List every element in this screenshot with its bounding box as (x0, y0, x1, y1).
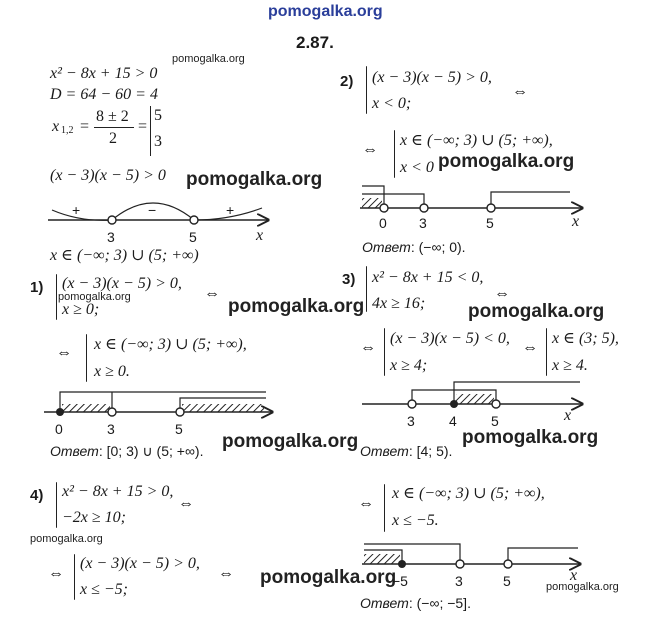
discriminant: D = 64 − 60 = 4 (50, 86, 158, 103)
roots-equals-2: = (138, 118, 148, 135)
watermark-big-3: pomogalka.org (222, 431, 359, 452)
equiv-symbol: ⇔ (56, 344, 72, 361)
point-label: 4 (449, 413, 457, 429)
system-line: (x − 3)(x − 5) > 0, (372, 69, 492, 86)
point-label: 0 (379, 215, 387, 231)
answer-label: Ответ (362, 239, 411, 255)
point-label: 5 (491, 413, 499, 429)
system-line: x ≤ −5; (80, 581, 129, 598)
open-point-3 (108, 216, 116, 224)
sign-plus-right: + (226, 202, 235, 218)
brace (546, 328, 547, 376)
part-1-label: 1) (30, 279, 44, 296)
filled-point-0 (56, 408, 64, 416)
system-line: x² − 8x + 15 < 0, (372, 269, 484, 286)
watermark-small-3: pomogalka.org (30, 533, 103, 545)
answer-part-4 (360, 596, 471, 610)
hatched-region (456, 394, 494, 404)
brace (56, 274, 57, 320)
system-line: x² − 8x + 15 > 0, (62, 483, 174, 500)
equiv-symbol: ⇔ (522, 339, 538, 356)
system-line: x ≤ −5. (392, 512, 439, 529)
open-point-5 (492, 400, 500, 408)
main-result: x ∈ (−∞; 3) ∪ (5; +∞) (50, 247, 199, 264)
system-line: x < 0 (400, 159, 434, 176)
roots-lhs: x (52, 118, 60, 135)
equiv-symbol: ⇔ (204, 285, 220, 302)
answer-value: : (−∞; 0). (410, 239, 466, 255)
part-3-label: 3) (342, 271, 356, 288)
point-label: 3 (419, 215, 427, 231)
equiv-symbol: ⇔ (358, 495, 374, 512)
system-line: x ≥ 0. (94, 363, 130, 380)
equiv-symbol: ⇔ (362, 141, 378, 158)
system-line: x ≥ 4. (552, 357, 588, 374)
roots-numerator: 8 ± 2 (96, 108, 129, 125)
hatched-region (362, 198, 382, 208)
sign-plus-left: + (72, 202, 81, 218)
roots-bracket (150, 106, 151, 156)
number-line-part-2 (356, 184, 592, 234)
system-line: (x − 3)(x − 5) > 0, (80, 555, 200, 572)
axis-label-x: x (564, 407, 572, 424)
system-line: (x − 3)(x − 5) > 0, (62, 275, 182, 292)
sign-minus: − (148, 202, 157, 218)
brace (74, 554, 75, 600)
answer-part-3 (360, 444, 452, 458)
point-label: 5 (175, 421, 183, 437)
open-point-5 (487, 204, 495, 212)
system-line: x ∈ (−∞; 3) ∪ (5; +∞), (392, 485, 545, 502)
system-line: x ∈ (−∞; 3) ∪ (5; +∞), (94, 336, 247, 353)
answer-value: : [4; 5). (408, 443, 453, 459)
hatched-region (62, 404, 110, 412)
answer-value: : [0; 3) ∪ (5; +∞). (98, 443, 204, 459)
brace (384, 328, 385, 376)
axis-label-x: x (570, 567, 578, 584)
roots-subscript: 1,2 (61, 125, 74, 136)
brace (366, 266, 367, 312)
brace (56, 482, 57, 528)
point-label: 0 (55, 421, 63, 437)
watermark-big-2: pomogalka.org (228, 296, 365, 317)
equiv-symbol: ⇔ (48, 565, 64, 582)
watermark-small-1: pomogalka.org (172, 53, 245, 65)
answer-label: Ответ (360, 443, 409, 459)
fraction-bar (94, 127, 134, 128)
system-line: 4x ≥ 16; (372, 295, 426, 312)
filled-point-4 (450, 400, 458, 408)
open-point-0 (380, 204, 388, 212)
equiv-symbol: ⇔ (360, 339, 376, 356)
open-point-5 (504, 560, 512, 568)
equiv-symbol: ⇔ (494, 285, 510, 302)
open-point-3 (408, 400, 416, 408)
system-line: x ≥ 0; (62, 301, 100, 318)
point-label: 5 (486, 215, 494, 231)
open-point-3 (108, 408, 116, 416)
watermark-big-1: pomogalka.org (186, 169, 323, 190)
root-1: 5 (154, 107, 162, 124)
watermark-big-7: pomogalka.org (260, 567, 397, 588)
roots-equals: = (80, 118, 90, 135)
open-point-3 (420, 204, 428, 212)
open-point-3 (456, 560, 464, 568)
brace (86, 334, 87, 382)
equiv-symbol: ⇔ (178, 495, 194, 512)
point-label: 3 (107, 421, 115, 437)
number-line-part-3 (358, 378, 592, 434)
brace (384, 484, 385, 532)
watermark-small-2: pomogalka.org (58, 291, 131, 303)
part-2-label: 2) (340, 73, 354, 90)
brace (366, 66, 367, 114)
answer-value: : (−∞; −5]. (408, 595, 471, 611)
system-line: x ∈ (−∞; 3) ∪ (5; +∞), (400, 132, 553, 149)
sign-arc (52, 210, 112, 220)
problem-number: 2.87. (296, 33, 334, 52)
root-2: 3 (154, 133, 162, 150)
axis-label-x: x (572, 213, 580, 230)
answer-label: Ответ (50, 443, 99, 459)
system-line: (x − 3)(x − 5) < 0, (390, 330, 510, 347)
equiv-symbol: ⇔ (218, 565, 234, 582)
point-label-3: 3 (107, 229, 115, 245)
system-line: x ≥ 4; (390, 357, 428, 374)
hatched-region (364, 554, 400, 564)
point-label-5: 5 (189, 229, 197, 245)
watermark-big-5: pomogalka.org (468, 301, 605, 322)
brace (394, 130, 395, 178)
part-4-label: 4) (30, 487, 44, 504)
watermark-big-6: pomogalka.org (462, 427, 599, 448)
answer-label: Ответ (360, 595, 409, 611)
axis-label-x: x (256, 227, 264, 244)
open-point-5 (176, 408, 184, 416)
factored-inequality: (x − 3)(x − 5) > 0 (50, 167, 166, 184)
system-line: x ∈ (3; 5), (552, 330, 619, 347)
watermark-big-4: pomogalka.org (438, 151, 575, 172)
watermark-small-4: pomogalka.org (546, 581, 619, 593)
watermark-top: pomogalka.org (268, 3, 383, 20)
point-label: −5 (392, 573, 408, 589)
point-label: 3 (455, 573, 463, 589)
answer-part-2 (362, 240, 466, 254)
answer-part-1 (50, 444, 204, 458)
main-inequality: x² − 8x + 15 > 0 (50, 65, 158, 82)
point-label: 3 (407, 413, 415, 429)
equiv-symbol: ⇔ (512, 83, 528, 100)
roots-denominator: 2 (109, 130, 117, 147)
open-point-5 (190, 216, 198, 224)
filled-point-neg5 (398, 560, 406, 568)
hatched-region (182, 404, 264, 412)
point-label: 5 (503, 573, 511, 589)
system-line: x < 0; (372, 95, 412, 112)
system-line: −2x ≥ 10; (62, 509, 127, 526)
